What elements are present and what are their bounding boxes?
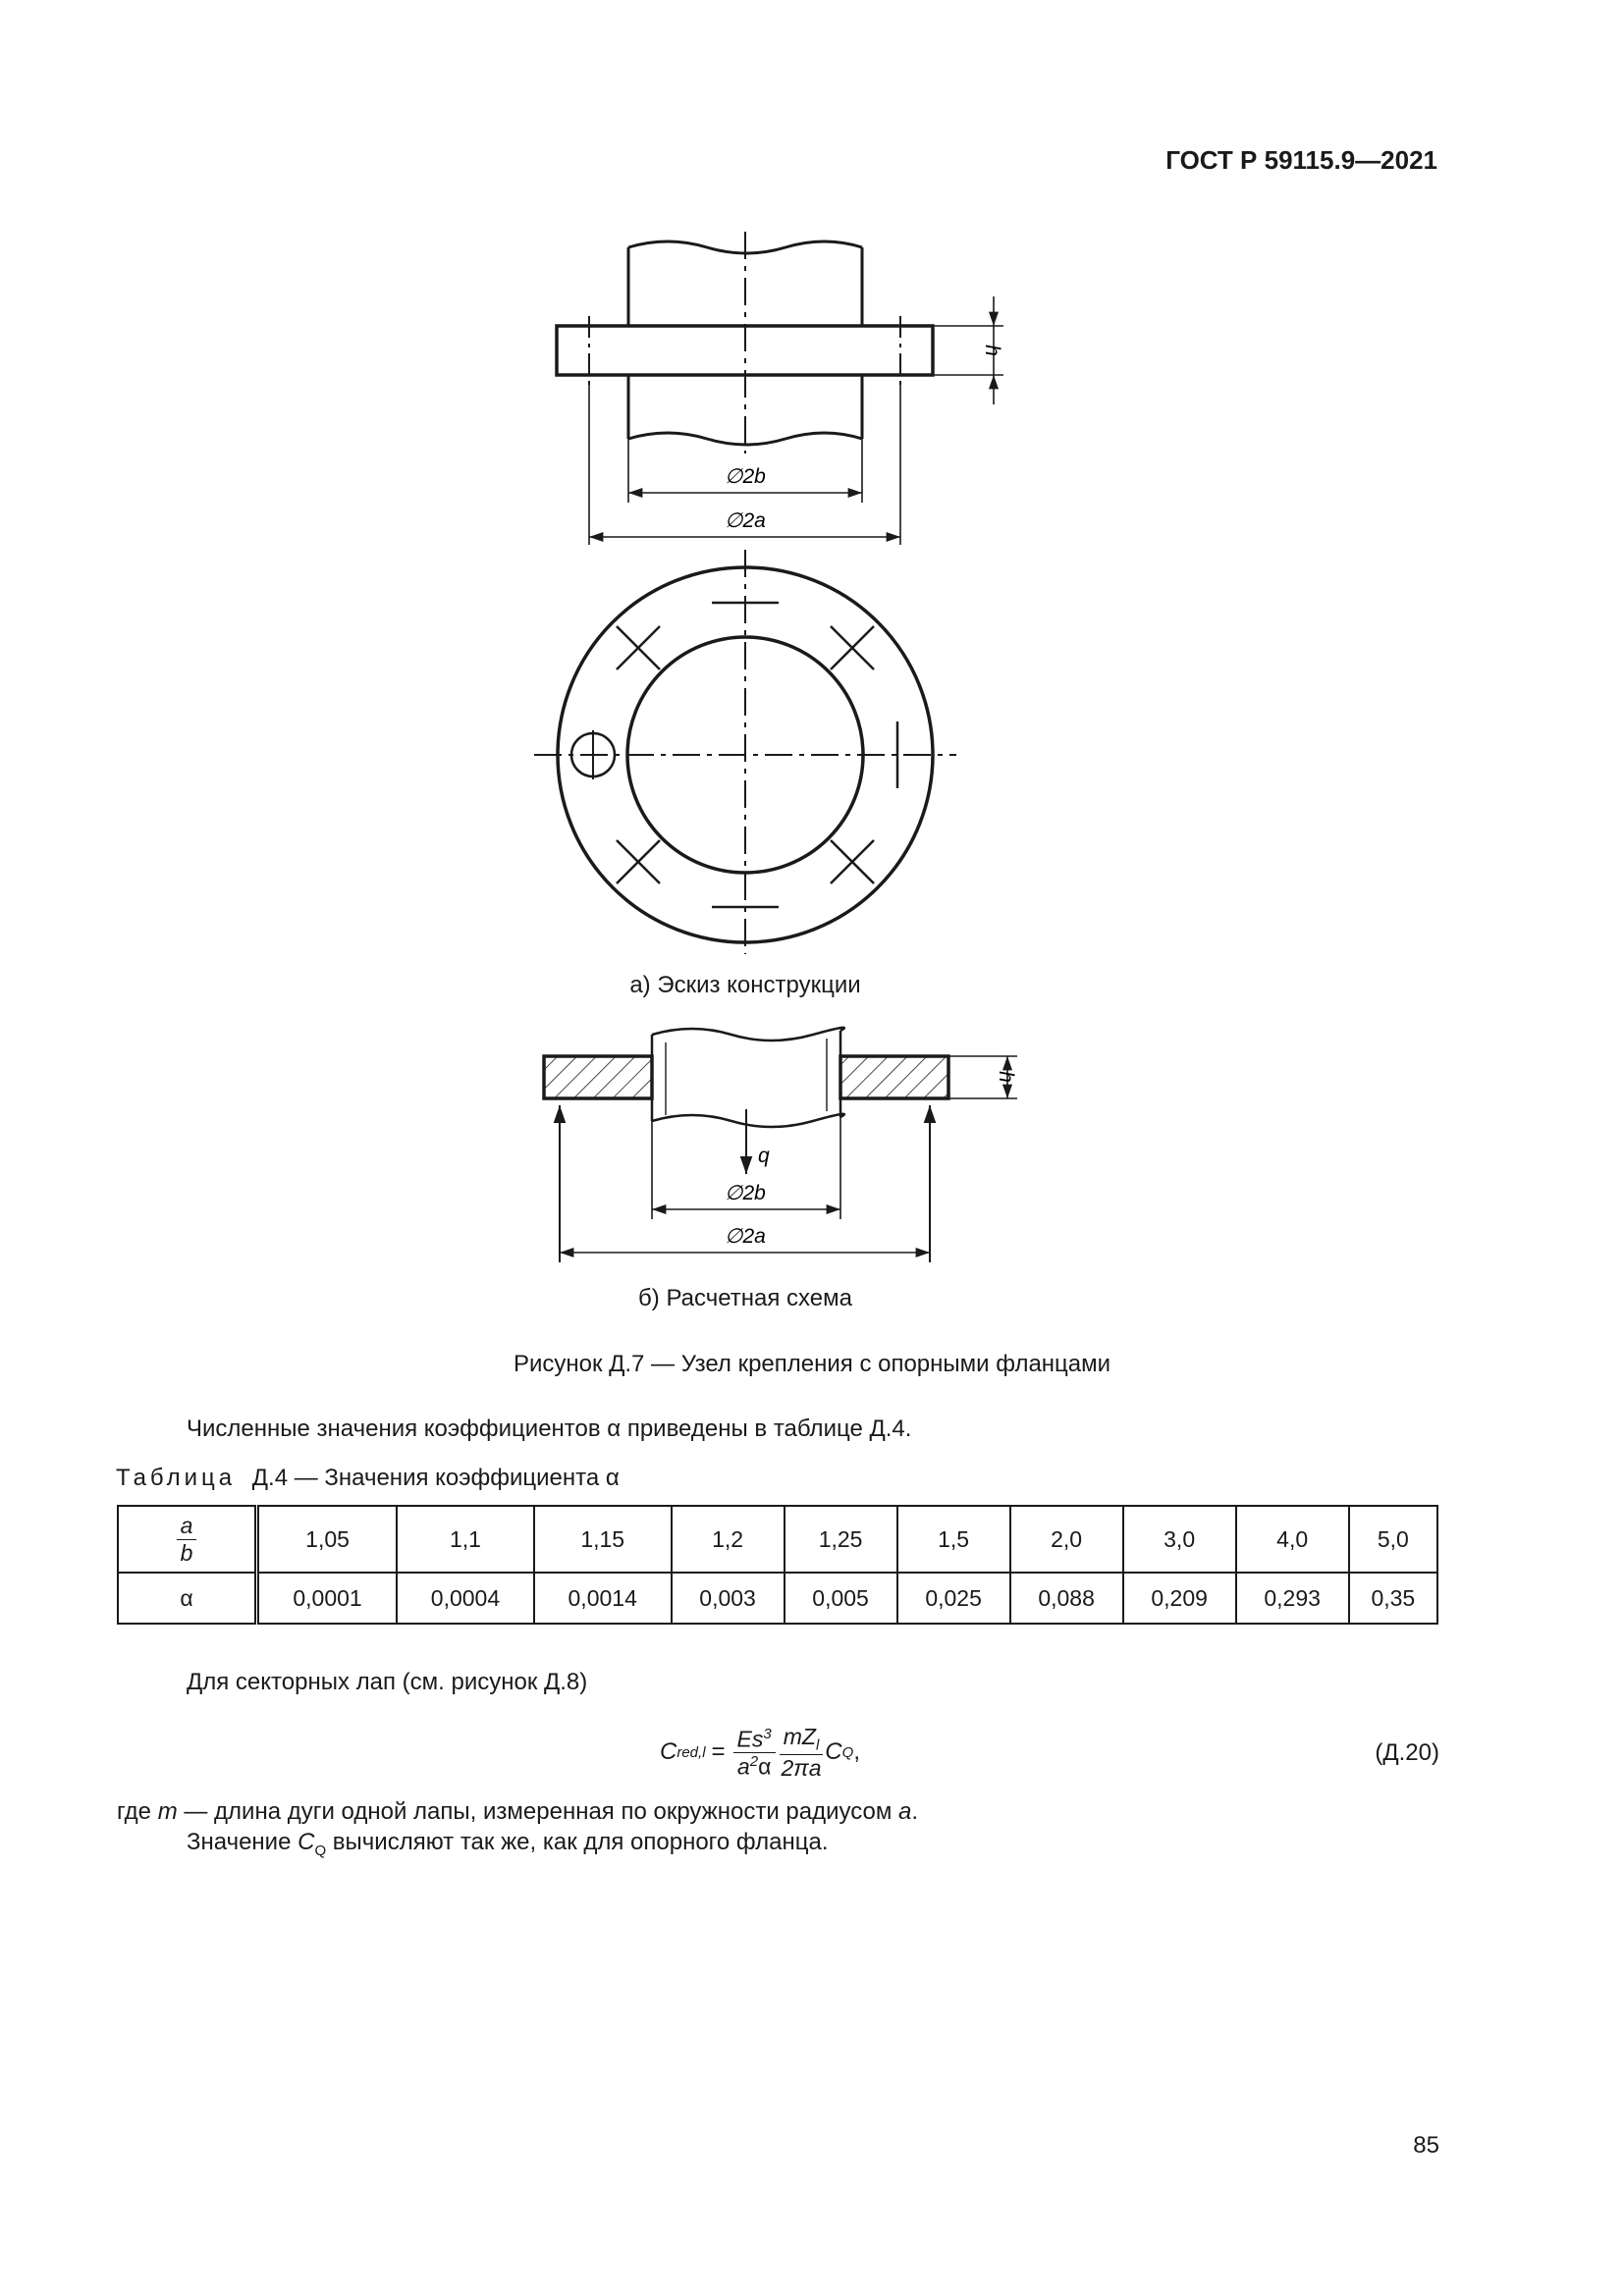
formula-tail: C — [825, 1738, 842, 1765]
where-m: m — [157, 1798, 178, 1825]
flange-section-left — [544, 1056, 652, 1098]
table-title: Д.4 — Значения коэффициента α — [251, 1465, 620, 1491]
f1-denominator-a: a — [736, 1753, 750, 1780]
ratio-header-cell — [118, 1506, 257, 1573]
alpha-cell: 0,209 — [1123, 1573, 1236, 1624]
where-line — [117, 1798, 918, 1826]
ratio-cell: 1,05 — [257, 1506, 398, 1573]
ratio-cell: 1,2 — [672, 1506, 785, 1573]
f1-denominator-alpha: α — [758, 1753, 772, 1780]
caption-b: б) Расчетная схема — [638, 1285, 852, 1311]
dim-2a-label-a: ∅2a — [725, 509, 766, 532]
alpha-header-cell: α — [118, 1573, 257, 1624]
sector-intro: Для секторных лап (см. рисунок Д.8) — [187, 1669, 588, 1695]
view-a-plan — [534, 550, 956, 954]
ratio-cell: 5,0 — [1349, 1506, 1437, 1573]
alpha-cell: 0,0001 — [257, 1573, 398, 1624]
f1-numerator: Es — [736, 1726, 764, 1752]
ratio-numerator: a — [177, 1514, 197, 1539]
where-a: a — [898, 1798, 912, 1825]
table-caption — [116, 1465, 620, 1492]
where-prefix: где — [117, 1798, 152, 1825]
alpha-cell: 0,088 — [1010, 1573, 1123, 1624]
page-number: 85 — [1413, 2132, 1439, 2159]
cq-prefix: Значение — [187, 1829, 298, 1855]
dim-2a-label-b: ∅2a — [725, 1225, 766, 1248]
dim-2b-label-a: ∅2b — [725, 465, 766, 488]
cq-line — [187, 1829, 829, 1859]
ratio-cell: 1,1 — [397, 1506, 534, 1573]
alpha-cell: 0,003 — [672, 1573, 785, 1624]
f1-numerator-sup: 3 — [763, 1725, 772, 1742]
view-a-elevation — [557, 232, 1003, 545]
ratio-cell: 1,15 — [534, 1506, 672, 1573]
ratio-cell: 3,0 — [1123, 1506, 1236, 1573]
formula-d20 — [660, 1718, 860, 1787]
dim-2b-label-b: ∅2b — [725, 1182, 766, 1204]
alpha-cell: 0,35 — [1349, 1573, 1437, 1624]
f2-numerator-sub: l — [815, 1736, 820, 1754]
ratio-fraction — [177, 1514, 197, 1564]
alpha-cell: 0,025 — [897, 1573, 1010, 1624]
cq-symbol: C — [298, 1829, 315, 1855]
document-number: ГОСТ Р 59115.9—2021 — [1165, 145, 1437, 175]
dim-h-label-b: h — [995, 1071, 1017, 1083]
table-row-ratio — [118, 1506, 1437, 1573]
f2-denominator: 2πa — [781, 1755, 822, 1782]
formula-equals: = — [711, 1738, 726, 1765]
ratio-cell: 1,25 — [785, 1506, 897, 1573]
where-end: . — [911, 1798, 919, 1825]
alpha-cell: 0,0004 — [397, 1573, 534, 1624]
ratio-cell: 1,5 — [897, 1506, 1010, 1573]
alpha-cell: 0,293 — [1236, 1573, 1349, 1624]
formula-lhs: C — [660, 1738, 677, 1765]
alpha-cell: 0,0014 — [534, 1573, 672, 1624]
f2-numerator: mZ — [783, 1723, 816, 1749]
caption-a: а) Эскиз конструкции — [629, 972, 861, 998]
figure-title: Рисунок Д.7 — Узел крепления с опорными фланцами — [513, 1351, 1111, 1377]
alpha-cell: 0,005 — [785, 1573, 897, 1624]
equation-number: (Д.20) — [1375, 1739, 1439, 1766]
ratio-cell: 2,0 — [1010, 1506, 1123, 1573]
table-label: Таблица — [116, 1465, 237, 1491]
table-row-alpha — [118, 1573, 1437, 1624]
intro-paragraph: Численные значения коэффициентов α приведены в таблице Д.4. — [187, 1415, 912, 1442]
cq-sub: Q — [314, 1842, 327, 1859]
flange-section-right — [840, 1056, 948, 1098]
alpha-table — [117, 1505, 1438, 1625]
where-rest: — длина дуги одной лапы, измеренная по окружности радиусом — [177, 1798, 899, 1825]
formula-tail-sub: Q — [841, 1743, 854, 1761]
ratio-cell: 4,0 — [1236, 1506, 1349, 1573]
formula-fraction-1 — [733, 1727, 776, 1779]
formula-lhs-sub: red,l — [677, 1743, 706, 1761]
formula-tail-punct: , — [853, 1738, 860, 1765]
cq-rest: вычисляют так же, как для опорного фланца. — [326, 1829, 829, 1855]
ratio-denominator: b — [180, 1539, 193, 1566]
formula-fraction-2 — [780, 1725, 824, 1780]
view-b-scheme — [544, 1028, 1017, 1262]
dim-h-label-a: h — [981, 345, 1003, 356]
f1-denominator-sup: 2 — [749, 1752, 759, 1770]
load-q-label: q — [758, 1145, 770, 1167]
